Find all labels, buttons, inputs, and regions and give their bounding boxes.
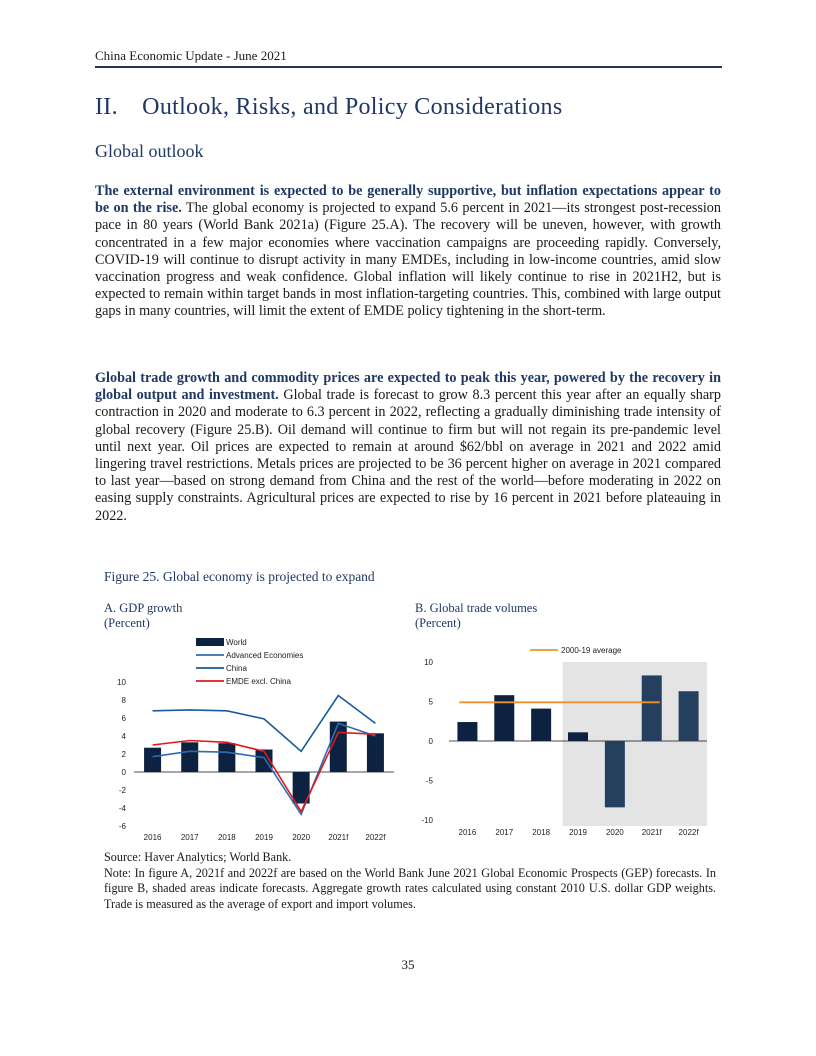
y-tick-label: 4 (121, 732, 126, 741)
bar-trade-2020 (605, 741, 625, 807)
paragraph-body: The global economy is projected to expand 5.6 percent in 2021—its strongest post-recession pace in 80 years (World Bank 2021a) (Figure 25.A). The recovery will be uneven, however, with growth concentrated in a few major economies where vaccination campaigns are proceeding rapidly. Conversely, COVID-19 will continue to disrupt activity in many EMDEs, including in low-income countries, amid slow vaccination progress and weak confidence. Global inflation will likely continue to rise in 2021H2, but is expected to remain within target bands in most inflation-targeting countries. This, combined with large output gaps in many countries, will limit the extent of EMDE policy tightening in the short-term. (95, 200, 721, 320)
y-tick-label: 0 (428, 737, 433, 746)
legend-label: China (226, 664, 247, 673)
paragraph-body: Global trade is forecast to grow 8.3 percent this year after an equally sharp contraction in 2020 and moderate to 6.3 percent in 2022, reflecting a gradually diminishing trade intensity of global recovery (Figure 25.B). Oil demand will continue to firm but will not regain its pre-pandemic level until next year. Oil prices are expected to remain at around $62/bbl on average in 2021 and 2022 amid lingering travel restrictions. Metals prices are projected to be 36 percent higher on average in 2021 compared to last year—based on strong demand from China and the rest of the world—before moderating in 2022 on easing supply constraints. Agricultural prices are expected to rise by 16 percent in 2021 before plateauing in 2022. (95, 387, 722, 524)
x-tick-label: 2020 (605, 828, 624, 837)
legend-label: World (226, 638, 247, 647)
section-title: II. Outlook, Risks, and Policy Considerations (95, 94, 563, 120)
running-header: China Economic Update - June 2021 (95, 48, 287, 63)
x-tick-label: 2019 (255, 833, 273, 842)
y-tick-label: 2 (121, 750, 126, 759)
bar-world-2018 (218, 743, 235, 772)
x-tick-label: 2020 (292, 833, 311, 842)
x-tick-label: 2016 (143, 833, 162, 842)
figure-source: Source: Haver Analytics; World Bank. (104, 850, 292, 864)
forecast-shaded-area (563, 662, 707, 826)
y-tick-label: -4 (118, 804, 126, 813)
bar-world-2016 (144, 748, 161, 772)
legend-label: EMDE excl. China (226, 677, 291, 686)
bar-trade-2016 (457, 722, 477, 741)
panel-a-title (104, 601, 182, 631)
figure-notes (104, 850, 716, 912)
paragraph-global-trade (95, 370, 721, 525)
x-tick-label: 2022f (678, 828, 699, 837)
y-tick-label: 10 (117, 678, 126, 687)
legend-swatch-world (196, 638, 224, 646)
y-tick-label: -10 (421, 816, 433, 825)
bar-world-2017 (181, 742, 198, 772)
paragraph-lead: The external environment is expected to be generally supportive, but inflation expectations appear to be on the rise. (95, 183, 721, 217)
legend-label: Advanced Economies (226, 651, 304, 660)
panel-a-unit: (Percent) (104, 616, 150, 630)
legend-label: 2000-19 average (561, 646, 622, 655)
trade-volumes-chart (415, 632, 717, 850)
x-tick-label: 2018 (217, 833, 236, 842)
y-tick-label: -2 (118, 786, 126, 795)
panel-a-heading: A. GDP growth (104, 601, 183, 615)
y-tick-label: -5 (425, 776, 433, 786)
x-tick-label: 2016 (458, 828, 477, 837)
panel-b-title (415, 601, 537, 631)
panel-b-unit: (Percent) (415, 616, 461, 630)
x-tick-label: 2018 (532, 828, 551, 837)
y-tick-label: 0 (121, 768, 126, 777)
page-number: 35 (401, 957, 415, 972)
y-tick-label: 8 (121, 696, 126, 705)
y-tick-label: 5 (428, 697, 433, 707)
panel-b-heading: B. Global trade volumes (415, 601, 538, 615)
bar-world-2022f (367, 733, 384, 772)
x-tick-label: 2021f (641, 828, 662, 837)
figure-title: Figure 25. Global economy is projected to expand (104, 569, 375, 584)
y-tick-label: 10 (424, 658, 433, 667)
gdp-growth-chart (104, 632, 404, 850)
y-tick-label: -6 (118, 822, 126, 831)
paragraph-lead: Global trade growth and commodity prices are expected to peak this year, powered by the recovery in global output and investment. (95, 370, 721, 404)
section-subtitle: Global outlook (95, 141, 204, 161)
x-tick-label: 2019 (569, 828, 587, 837)
x-tick-label: 2017 (495, 828, 514, 837)
x-tick-label: 2017 (180, 833, 199, 842)
bar-trade-2022f (679, 691, 699, 741)
figure-note: Note: In figure A, 2021f and 2022f are based on the World Bank June 2021 Global Economic Prospects (GEP) forecasts. In figure B, shaded areas indicate forecasts. Aggregate growth rates calculated using constant 2010 U.S. dollar GDP weights. Trade is measured as the average of export and import volumes. (104, 865, 716, 911)
x-tick-label: 2021f (328, 833, 349, 842)
bar-trade-2018 (531, 709, 551, 741)
header-rule (95, 66, 722, 68)
x-tick-label: 2022f (365, 833, 386, 842)
paragraph-external-environment (95, 183, 721, 321)
bar-trade-2021f (642, 675, 662, 741)
bar-trade-2019 (568, 732, 588, 741)
y-tick-label: 6 (121, 714, 126, 723)
